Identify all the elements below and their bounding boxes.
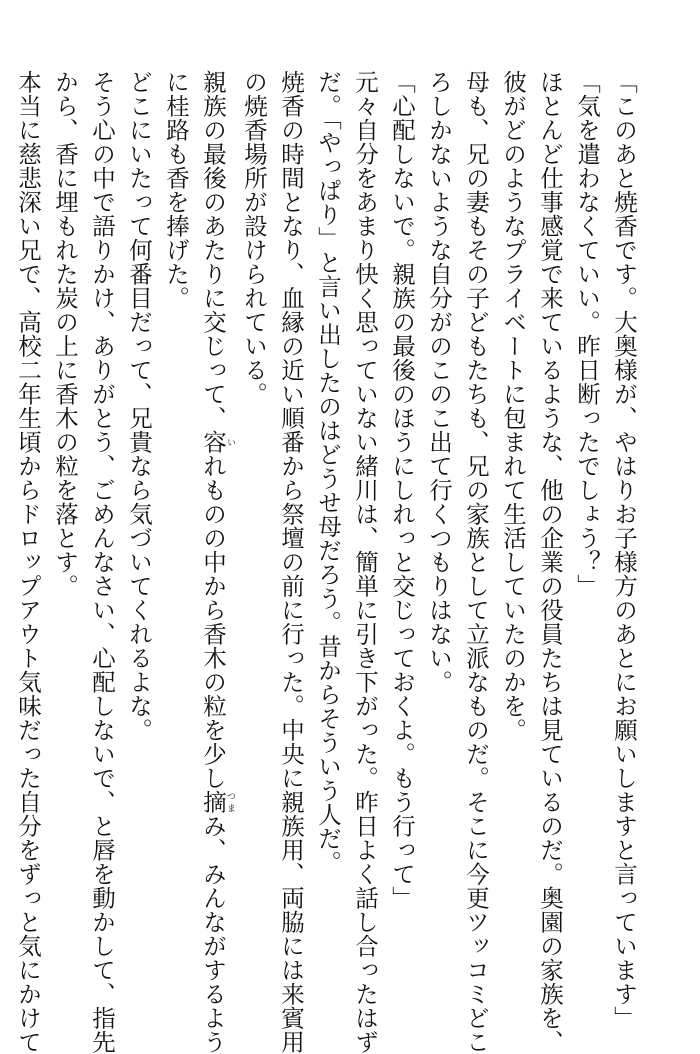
text-line-10: 焼香の時間となり、血縁の近い順番から祭壇の前に行った。中央に親族用、両脇には来賓用 xyxy=(277,70,305,1054)
text-line-14: どこにいたって何番目だって、兄貴なら気づいてくれるよな。 xyxy=(125,70,153,742)
text-line-8: 元々自分をあまり快く思っていない緒川は、簡単に引き下がった。昨日よく話し合ったはず xyxy=(351,70,379,1054)
text-line-6: ろしかないような自分がのこのこ出て行くつもりはない。 xyxy=(425,70,453,694)
text-line-15: そう心の中で語りかけ、ありがとう、ごめんなさい、心配しないで、と唇を動かして、指先 xyxy=(88,70,116,1054)
text-line-16: から、香に埋もれた炭の上に香木の粒を落とす。 xyxy=(51,70,79,598)
text-line-2: 「気を遣わなくていい。昨日断ったでしょう？」 xyxy=(573,70,601,598)
vertical-text-body xyxy=(14,70,642,1054)
ruby-base-1: 容 xyxy=(199,430,227,454)
text-line-12-with-ruby xyxy=(194,70,235,1054)
text-line-7: 「心配しないで。親族の最後のほうにしれっと交じっておくよ。もう行って」 xyxy=(388,70,416,910)
text-line-9: だ。「やっぱり」と言い出したのはどうせ母だろう。昔からそういう人だ。 xyxy=(314,70,342,875)
ruby-reading-1: い xyxy=(225,430,235,454)
ruby-line-after: み、みんながするよう xyxy=(199,814,227,1054)
text-line-3: ほとんど仕事感覚で来ているような、他の企業の役員たちは見ているのだ。奥園の家族を、 xyxy=(536,70,564,1054)
text-line-5: 母も、兄の妻もその子どもたちも、兄の家族として立派なものだ。そこに今更ツッコミどこ xyxy=(462,70,490,1054)
text-line-1: 「このあと焼香です。大奥様が、やはりお子様方のあとにお願いしますと言っています」 xyxy=(610,70,638,1030)
ruby-iremono xyxy=(199,430,235,454)
ruby-tsumami xyxy=(199,790,235,814)
text-line-11: の焼香場所が設けられている。 xyxy=(240,70,268,406)
ruby-base-2: 摘 xyxy=(199,790,227,814)
text-line-13: に桂路も香を捧げた。 xyxy=(162,70,190,310)
ruby-line-middle: れものの中から香木の粒を少し xyxy=(199,454,227,790)
ruby-reading-2: つま xyxy=(225,790,235,814)
ruby-line-before: 親族の最後のあたりに交じって、 xyxy=(199,70,227,430)
text-line-17: 本当に慈悲深い兄で、高校二年生頃からドロップアウト気味だった自分をずっと気にかけて xyxy=(14,70,42,1054)
text-line-4: 彼がどのようなプライベートに包まれて生活していたのかを。 xyxy=(499,70,527,742)
